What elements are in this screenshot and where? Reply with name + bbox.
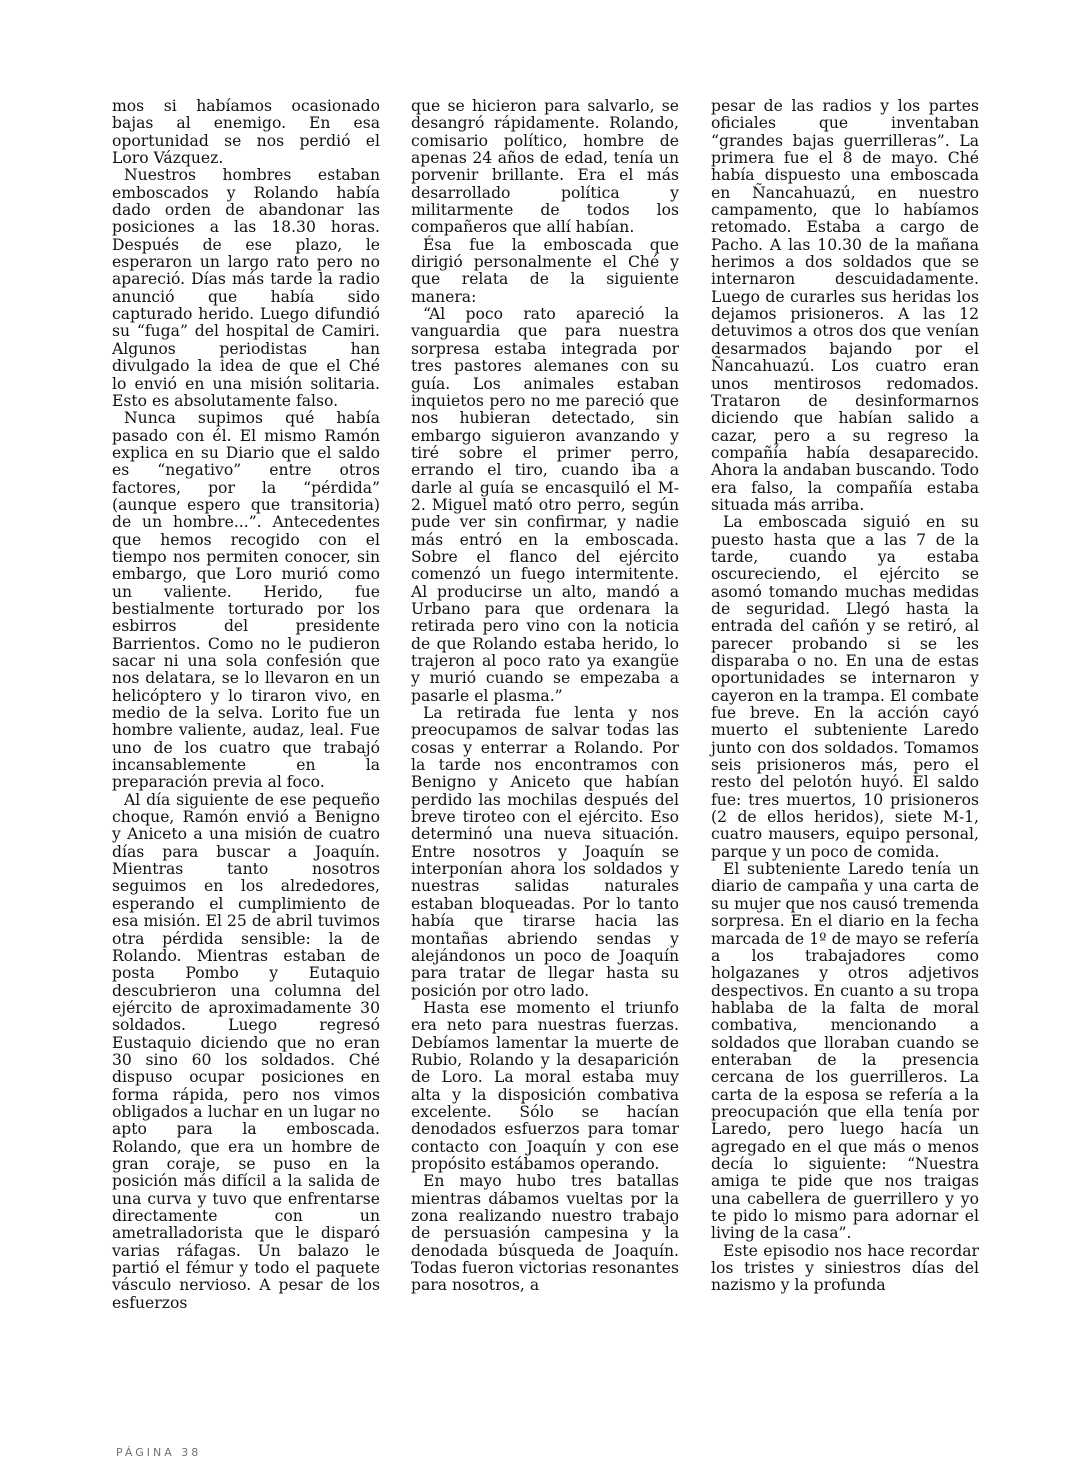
- paragraph: Ésa fue la emboscada que dirigió personalmente el Ché y que relata de la siguiente manera:: [411, 235, 679, 306]
- text-column-2: [411, 98, 679, 1295]
- paragraph: mos si habíamos ocasionado bajas al enemigo. En esa oportunidad se nos perdió el Loro Vázquez.: [112, 97, 380, 168]
- paragraph: La emboscada siguió en su puesto hasta que a las 7 de la tarde, cuando ya estaba oscureciendo, el ejército se asomó tomando muchas medidas de seguridad. Llegó hasta la entrada del cañón y se retiró, al parecer probando si se les disparaba o no. En una de estas oportunidades se internaron y cayeron en la trampa. El combate fue breve. En la acción cayó muerto el subteniente Laredo junto con dos soldados. Tomamos seis prisioneros más, pero el resto del pelotón huyó. El saldo fue: tres muertos, 10 prisioneros (2 de ellos heridos), siete M-1, cuatro mausers, equipo personal, parque y un poco de comida.: [711, 513, 979, 861]
- text-column-1: [112, 98, 380, 1312]
- paragraph: El subteniente Laredo tenía un diario de campaña y una carta de su mujer que nos causó tremenda sorpresa. En el diario en la fecha marcada de 1º de mayo se refería a los trabajadores como holgazanes y otros adjetivos despectivos. En cuanto a su tropa hablaba de la falta de moral combativa, mencionando a soldados que lloraban cuando se enteraban de la presencia cercana de los guerrilleros. La carta de la esposa se refería a la preocupación que ella tenía por Laredo, pero luego hacía un agregado en el que más o menos decía lo siguiente: “Nuestra amiga te pide que nos traigas una cabellera de guerrillero y yo te pido lo mismo para adornar el living de la casa”.: [711, 860, 979, 1243]
- paragraph: Al día siguiente de ese pequeño choque, Ramón envió a Benigno y Aniceto a una misión de cuatro días para buscar a Joaquín. Mientras tanto nosotros seguimos en los alrededores, esperando el cumplimiento de esa misión. El 25 de abril tuvimos otra pérdida sensible: la de Rolando. Mientras estaban de posta Pombo y Eutaquio descubrieron una columna del ejército de aproximadamente 30 soldados. Luego regresó Eustaquio diciendo que no eran 30 sino 60 los soldados. Ché dispuso ocupar posiciones en forma rápida, pero nos vimos obligados a luchar en un lugar no apto para la emboscada. Rolando, que era un hombre de gran coraje, se puso en la posición más difícil a la salida de una curva y tuvo que enfrentarse directamente con un ametralladorista que le disparó varias ráfagas. Un balazo le partió el fémur y todo el paquete vásculo nervioso. A pesar de los esfuerzos: [112, 790, 380, 1312]
- paragraph: pesar de las radios y los partes oficiales que inventaban “grandes bajas guerrilleras”. La primera fue el 8 de mayo. Ché había dispuesto una emboscada en Ñancahuazú, en nuestro campamento, que lo habíamos retomado. Estaba a cargo de Pacho. A las 10.30 de la mañana herimos a dos soldados que se internaron descuidadamente. Luego de curarles sus heridas los dejamos prisioneros. A las 12 detuvimos a otros dos que venían desarmados bajando por el Ñancahuazú. Los cuatro eran unos mentirosos redomados. Trataron de desinformarnos diciendo que habían salido a cazar, pero a su regreso la compañía había desaparecido. Ahora la andaban buscando. Todo era falso, la compañía estaba situada más arriba.: [711, 97, 979, 514]
- paragraph: Hasta ese momento el triunfo era neto para nuestras fuerzas. Debíamos lamentar la muerte de Rubio, Rolando y la desaparición de Loro. La moral estaba muy alta y la disposición combativa excelente. Sólo se hacían denodados esfuerzos para tomar contacto con Joaquín y con ese propósito estábamos operando.: [411, 998, 679, 1173]
- page-number: PÁGINA 38: [116, 1446, 202, 1459]
- paragraph: En mayo hubo tres batallas mientras dábamos vueltas por la zona realizando nuestro trabajo de persuasión campesina y la denodada búsqueda de Joaquín. Todas fueron victorias resonantes para nosotros, a: [411, 1172, 679, 1295]
- paragraph: Nunca supimos qué había pasado con él. El mismo Ramón explica en su Diario que el saldo es “negativo” entre otros factores, por la “pérdida” (aunque espero que transitoria) de un hombre...”. Antecedentes que hemos recogido con el tiempo nos permiten conocer, sin embargo, que Loro murió como un valiente. Herido, fue bestialmente torturado por los esbirros del presidente Barrientos. Como no le pudieron sacar ni una sola confesión que nos delatara, se lo llevaron en un helicóptero y lo tiraron vivo, en medio de la selva. Lorito fue un hombre valiente, audaz, leal. Fue uno de los cuatro que trabajó incansablemente en la preparación previa al foco.: [112, 409, 380, 792]
- paragraph: “Al poco rato apareció la vanguardia que para nuestra sorpresa estaba integrada por tres pastores alemanes con su guía. Los animales estaban inquietos pero no me pareció que nos hubieran detectado, sin embargo siguieron avanzando y tiré sobre el primer perro, errando el tiro, cuando iba a darle al guía se encasquiló el M-2. Miguel mató otro perro, según pude ver sin confirmar, y nadie más entró en la emboscada. Sobre el flanco del ejército comenzó un fuego intermitente. Al producirse un alto, mandó a Urbano para que ordenara la retirada pero vino con la noticia de que Rolando estaba herido, lo trajeron al poco rato ya exangüe y murió cuando se empezaba a pasarle el plasma.”: [411, 305, 679, 705]
- paragraph: La retirada fue lenta y nos preocupamos de salvar todas las cosas y enterrar a Rolando. Por la tarde nos encontramos con Benigno y Aniceto que habían perdido las mochilas después del breve tiroteo con el ejército. Eso determinó una nueva situación. Entre nosotros y Joaquín se interponían ahora los soldados y nuestras salidas naturales estaban bloqueadas. Por lo tanto había que tirarse hacia las montañas abriendo sendas y alejándonos un poco de Joaquín para tratar de llegar hasta su posición por otro lado.: [411, 704, 679, 1000]
- text-column-3: [711, 98, 979, 1295]
- paragraph: que se hicieron para salvarlo, se desangró rápidamente. Rolando, comisario político, hombre de apenas 24 años de edad, tenía un porvenir brillante. Era el más desarrollado política y militarmente de todos los compañeros que allí habían.: [411, 97, 679, 237]
- paragraph: Nuestros hombres estaban emboscados y Rolando había dado orden de abandonar las posiciones a las 18.30 horas. Después de ese plazo, le esperaron un largo rato pero no apareció. Días más tarde la radio anunció que había sido capturado herido. Luego difundió su “fuga” del hospital de Camiri. Algunos periodistas han divulgado la idea de que el Ché lo envió en una misión solitaria. Esto es absolutamente falso.: [112, 166, 380, 410]
- paragraph: Este episodio nos hace recordar los tristes y siniestros días del nazismo y la profunda: [711, 1241, 979, 1295]
